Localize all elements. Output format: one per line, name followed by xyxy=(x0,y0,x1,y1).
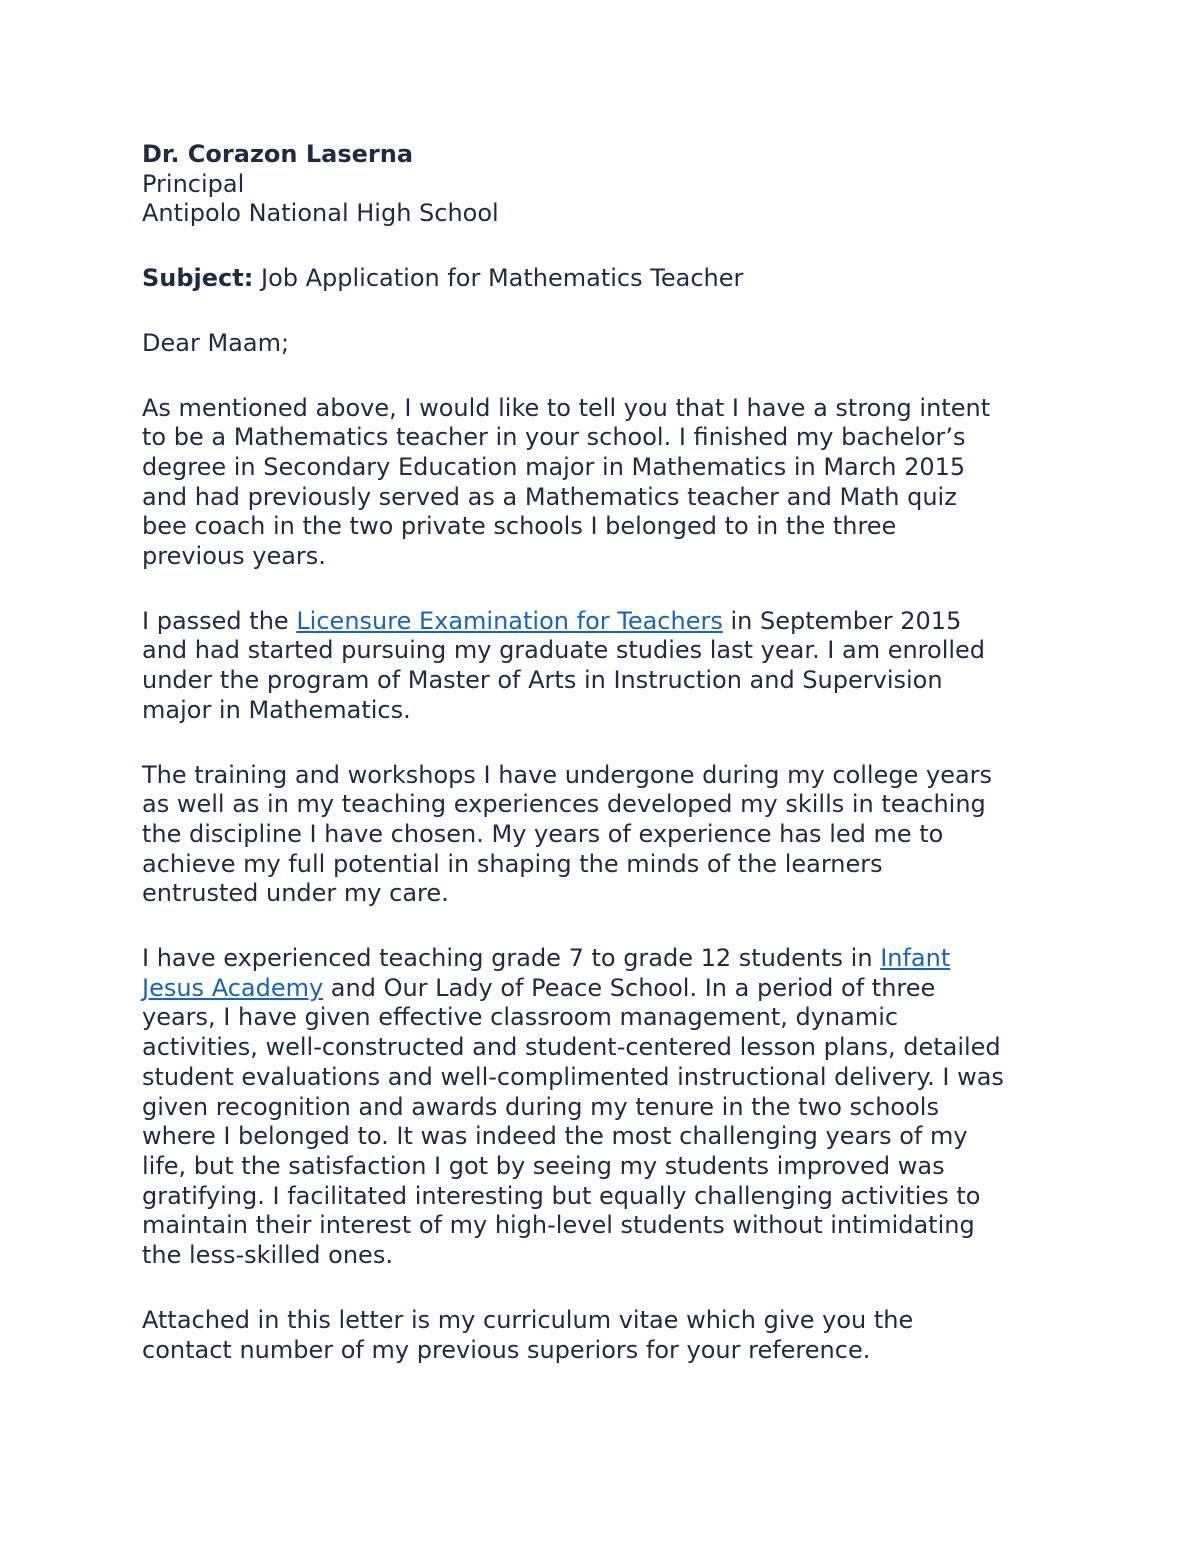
paragraph-line xyxy=(142,607,1067,637)
licensure-text-after: in September 2015 xyxy=(722,606,962,635)
paragraph-intent xyxy=(142,394,1067,572)
paragraph-line: degree in Secondary Education major in Mathematics in March 2015 xyxy=(142,452,966,481)
cover-letter xyxy=(142,140,1067,1365)
paragraph-line: under the program of Master of Arts in Instruction and Supervision xyxy=(142,666,943,695)
paragraph-line: life, but the satisfaction I got by seeing my students improved was xyxy=(142,1151,945,1180)
paragraph-line: years, I have given effective classroom management, dynamic xyxy=(142,1003,899,1032)
paragraph-line: As mentioned above, I would like to tell you that I have a strong intent xyxy=(142,393,991,422)
subject-line xyxy=(142,264,1067,294)
experience-text-after: and Our Lady of Peace School. In a period of three xyxy=(323,973,936,1002)
licensure-exam-link[interactable]: Licensure Examination for Teachers xyxy=(296,606,723,635)
paragraph-line: maintain their interest of my high-level students without intimidating xyxy=(142,1211,975,1240)
infant-jesus-academy-link[interactable]: Infant xyxy=(880,944,951,973)
subject-text: Job Application for Mathematics Teacher xyxy=(253,264,744,293)
paragraph-line xyxy=(142,944,1067,974)
paragraph-line: gratifying. I facilitated interesting but equally challenging activities to xyxy=(142,1181,981,1210)
paragraph-line: entrusted under my care. xyxy=(142,879,449,908)
paragraph-line: student evaluations and well-complimented instructional delivery. I was xyxy=(142,1062,1004,1091)
recipient-title: Principal xyxy=(142,169,245,198)
paragraph-line: previous years. xyxy=(142,542,326,571)
paragraph-line xyxy=(142,974,1067,1004)
paragraph-line: bee coach in the two private schools I belonged to in the three xyxy=(142,512,897,541)
recipient-school: Antipolo National High School xyxy=(142,199,499,228)
paragraph-line: where I belonged to. It was indeed the most challenging years of my xyxy=(142,1122,968,1151)
paragraph-line: activities, well-constructed and student-centered lesson plans, detailed xyxy=(142,1033,1001,1062)
paragraph-attachment xyxy=(142,1306,1067,1365)
paragraph-line: and had previously served as a Mathematics teacher and Math quiz xyxy=(142,482,957,511)
paragraph-experience xyxy=(142,944,1067,1271)
licensure-text-before: I passed the xyxy=(142,606,297,635)
experience-text-before: I have experienced teaching grade 7 to grade 12 students in xyxy=(142,944,881,973)
paragraph-line: major in Mathematics. xyxy=(142,695,411,724)
paragraph-line: and had started pursuing my graduate studies last year. I am enrolled xyxy=(142,636,986,665)
paragraph-line: contact number of my previous superiors for your reference. xyxy=(142,1335,871,1364)
recipient-name: Dr. Corazon Laserna xyxy=(142,140,414,168)
paragraph-line: the discipline I have chosen. My years of experience has led me to xyxy=(142,819,944,848)
paragraph-line: given recognition and awards during my tenure in the two schools xyxy=(142,1092,939,1121)
paragraph-line: to be a Mathematics teacher in your school. I finished my bachelor’s xyxy=(142,423,966,452)
paragraph-line: Attached in this letter is my curriculum vitae which give you the xyxy=(142,1305,914,1334)
paragraph-line: the less-skilled ones. xyxy=(142,1241,393,1270)
salutation: Dear Maam; xyxy=(142,328,290,357)
subject-label: Subject: xyxy=(142,264,254,293)
paragraph-line: The training and workshops I have undergone during my college years xyxy=(142,760,993,789)
paragraph-line: as well as in my teaching experiences developed my skills in teaching xyxy=(142,790,986,819)
paragraph-licensure xyxy=(142,607,1067,726)
infant-jesus-academy-link-cont[interactable]: Jesus Academy xyxy=(142,973,324,1002)
paragraph-line: achieve my full potential in shaping the minds of the learners xyxy=(142,849,883,878)
paragraph-training xyxy=(142,761,1067,910)
